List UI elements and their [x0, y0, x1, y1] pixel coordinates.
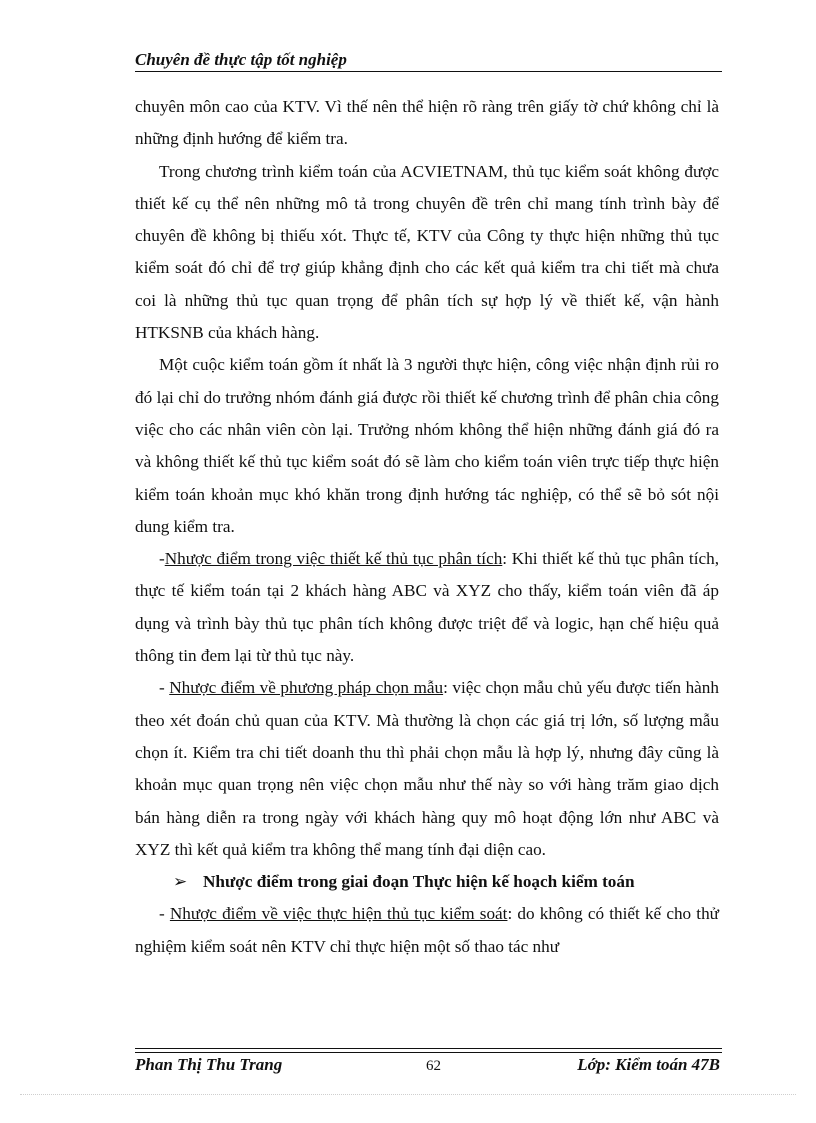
paragraph-1: chuyên môn cao của KTV. Vì thế nên thể hiện rõ ràng trên giấy tờ chứ không chỉ là những định hướng để kiểm tra.	[135, 97, 719, 149]
paragraph-5	[135, 672, 719, 866]
footer-author: Phan Thị Thu Trang	[135, 1055, 283, 1074]
paragraph-4	[135, 543, 719, 672]
body-text	[135, 91, 719, 963]
footer-rule-top	[135, 1048, 722, 1049]
paragraph-4-prefix: -	[159, 549, 165, 569]
paragraph-5-prefix: -	[159, 678, 170, 698]
header-rule	[135, 71, 722, 72]
header-title: Chuyên đề thực tập tốt nghiệp	[135, 50, 347, 69]
paragraph-3: Một cuộc kiểm toán gồm ít nhất là 3 người thực hiện, công việc nhận định rủi ro đó lại chỉ do trưởng nhóm đánh giá được rồi thiết kế chương trình để phân chia công việc cho các nhân viên còn lại. Trưởng nhóm không thể hiện những đánh giá đó ra và không thiết kế thủ tục kiểm soát đó sẽ làm cho kiểm toán viên trực tiếp thực hiện kiểm toán khoản mục khó khăn trong định hướng tác nghiệp, có thể sẽ bỏ sót nội dung kiểm tra.	[135, 355, 719, 536]
paragraph-6	[135, 898, 719, 963]
footer-class: Lớp: Kiểm toán 47B	[577, 1055, 720, 1074]
section-bullet	[135, 866, 719, 898]
arrow-bullet-icon: ➢	[173, 872, 188, 892]
paragraph-2: Trong chương trình kiểm toán của ACVIETNAM, thủ tục kiểm soát không được thiết kế cụ thể nên những mô tả trong chuyên đề trên chỉ mang tính trình bày để chuyên đề không bị thiếu xót. Thực tế, KTV của Công ty thực hiện những thủ tục kiểm soát đó chỉ để trợ giúp khẳng định cho các kết quả kiểm tra chi tiết mà chưa coi là những thủ tục quan trọng để phân tích sự hợp lý về thiết kế, vận hành HTKSNB của khách hàng.	[135, 161, 719, 343]
paragraph-4-text: : Khi thiết kế thủ tục phân tích, thực tế kiểm toán tại 2 khách hàng ABC và XYZ cho thấy, kiểm toán viên đã áp dụng và trình bày thủ tục phân tích không được triệt để và logic, hạn chế hiệu quả thông tin đem lại từ thủ tục này.	[135, 549, 719, 666]
page-bottom-divider	[20, 1094, 796, 1095]
paragraph-6-heading: Nhược điểm về việc thực hiện thủ tục kiểm soát	[169, 904, 508, 924]
section-heading: Nhược điểm trong giai đoạn Thực hiện kế hoạch kiểm toán	[203, 872, 635, 892]
paragraph-6-prefix: -	[159, 904, 170, 924]
page-number: 62	[426, 1058, 441, 1074]
paragraph-4-heading: Nhược điểm trong việc thiết kế thủ tục phân tích	[164, 549, 503, 569]
paragraph-5-heading: Nhược điểm về phương pháp chọn mẫu	[169, 678, 444, 698]
footer-rule-bottom	[135, 1052, 722, 1053]
paragraph-6-text: : do không có thiết kế cho thử nghiệm kiểm soát nên KTV chỉ thực hiện một số thao tác như	[135, 904, 719, 956]
paragraph-5-text: : việc chọn mẫu chủ yếu được tiến hành theo xét đoán chủ quan của KTV. Mà thường là chọn các giá trị lớn, số lượng mẫu chọn ít. Kiểm tra chi tiết doanh thu thì phải chọn mẫu là hợp lý, nhưng đây cũng là khoản mục quan trọng nên việc chọn mẫu như thế này so với hàng trăm giao dịch bán hàng diễn ra trong ngày với khách hàng quy mô hoạt động lớn như ABC và XYZ thì kết quả kiểm tra không thể mang tính đại diện cao.	[135, 678, 719, 859]
